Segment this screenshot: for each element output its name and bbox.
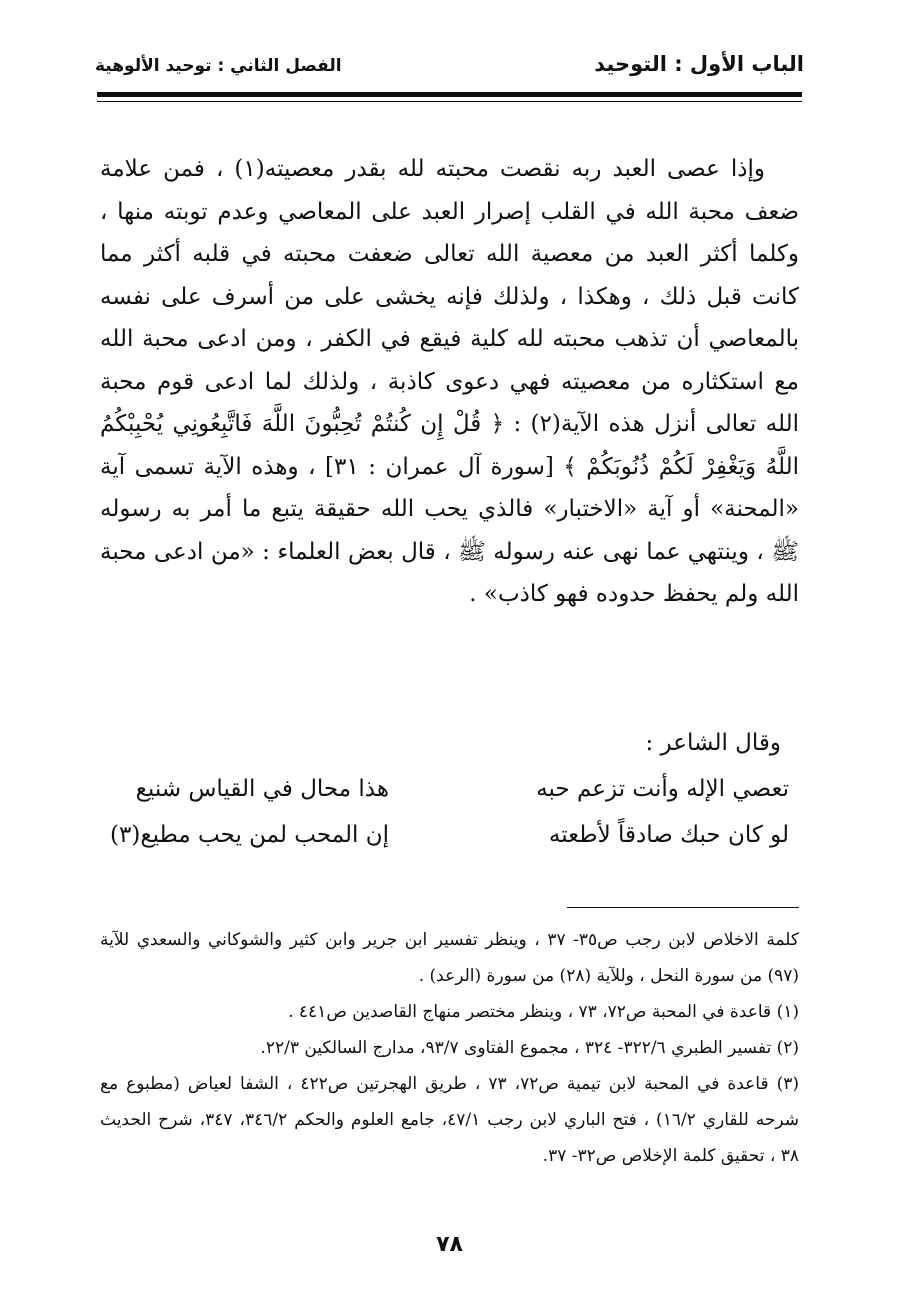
running-header — [95, 52, 804, 86]
verse-first-hemistich: لو كان حبك صادقاً لأطعته — [548, 822, 789, 848]
verse-second-hemistich: هذا محال في القياس شنيع — [135, 776, 389, 802]
footnote-separator — [567, 907, 799, 908]
footnote-2: (٢) تفسير الطبري ٣٢٢/٦- ٣٢٤ ، مجموع الفتاوى ٩٣/٧، مدارج السالكين ٢٢/٣. — [260, 1038, 799, 1058]
verse-first-hemistich: تعصي الإله وأنت تزعم حبه — [536, 776, 789, 802]
verse-second-hemistich: إن المحب لمن يحب مطيع(٣) — [110, 822, 389, 848]
footnote-1: (١) قاعدة في المحبة ص٧٢، ٧٣ ، وينظر مختصر منهاج القاصدين ص٤٤١ . — [288, 1002, 799, 1022]
chapter-title: الباب الأول : التوحيد — [594, 52, 804, 76]
main-text — [100, 148, 799, 616]
footnote-3: (٣) قاعدة في المحبة لابن تيمية ص٧٢، ٧٣ ، طريق الهجرتين ص٤٢٢ ، الشفا لعياض (مطبوع مع شرحه للقاري ١٦/٢) ، فتح الباري لابن رجب ٤٧/١، جامع العلوم والحكم ٣٤٦/٢، ٣٤٧، شرح الحديث ٣٨ ، تحقيق كلمة الإخلاص ص٣٢- ٣٧. — [100, 1074, 800, 1166]
section-title: الفصل الثاني : توحيد الألوهية — [95, 56, 342, 76]
body-paragraph: وإذا عصى العبد ربه نقصت محبته لله بقدر معصيته(١) ، فمن علامة ضعف محبة الله في القلب إصرار العبد على المعاصي وعدم توبته منها ، وكلما أكثر العبد من معصية الله تعالى ضعفت محبته في قلبه أكثر مما كانت قبل ذلك ، وهكذا ، ولذلك فإنه يخشى على من أسرف على نفسه بالمعاصي أن تذهب محبته لله كلية فيقع في الكفر ، ومن ادعى محبة الله مع استكثاره من معصيته فهي دعوى كاذبة ، ولذلك لما ادعى قوم محبة الله تعالى أنزل هذه الآية(٢) : ﴿ قُلْ إِن كُنتُمْ تُحِبُّونَ اللَّهَ فَاتَّبِعُونِي يُحْبِبْكُمُ اللَّهُ وَيَغْفِرْ لَكُمْ ذُنُوبَكُمْ ﴾ [سورة آل عمران : ٣١] ، وهذه الآية تسمى آية «المحنة» أو آية «الاختبار» فالذي يحب الله حقيقة يتبع ما أمر به رسوله ﷺ ، وينتهي عما نهى عنه رسوله ﷺ ، قال بعض العلماء : «من ادعى محبة الله ولم يحفظ حدوده فهو كاذب» . — [100, 156, 799, 607]
page-number: ٧٨ — [436, 1232, 463, 1257]
poem-verse — [100, 776, 799, 820]
footnote-continuation: كلمة الاخلاص لابن رجب ص٣٥- ٣٧ ، وينظر تفسير ابن جرير وابن كثير والشوكاني والسعدي للآية (٩٧) من سورة النحل ، وللآية (٢٨) من سورة (الرعد) . — [100, 930, 800, 986]
poem-intro: وقال الشاعر : — [645, 730, 781, 756]
header-rule-thick — [97, 92, 802, 97]
header-rule-thin — [97, 101, 802, 102]
poem-verse — [100, 822, 799, 866]
footnotes — [100, 922, 799, 1174]
